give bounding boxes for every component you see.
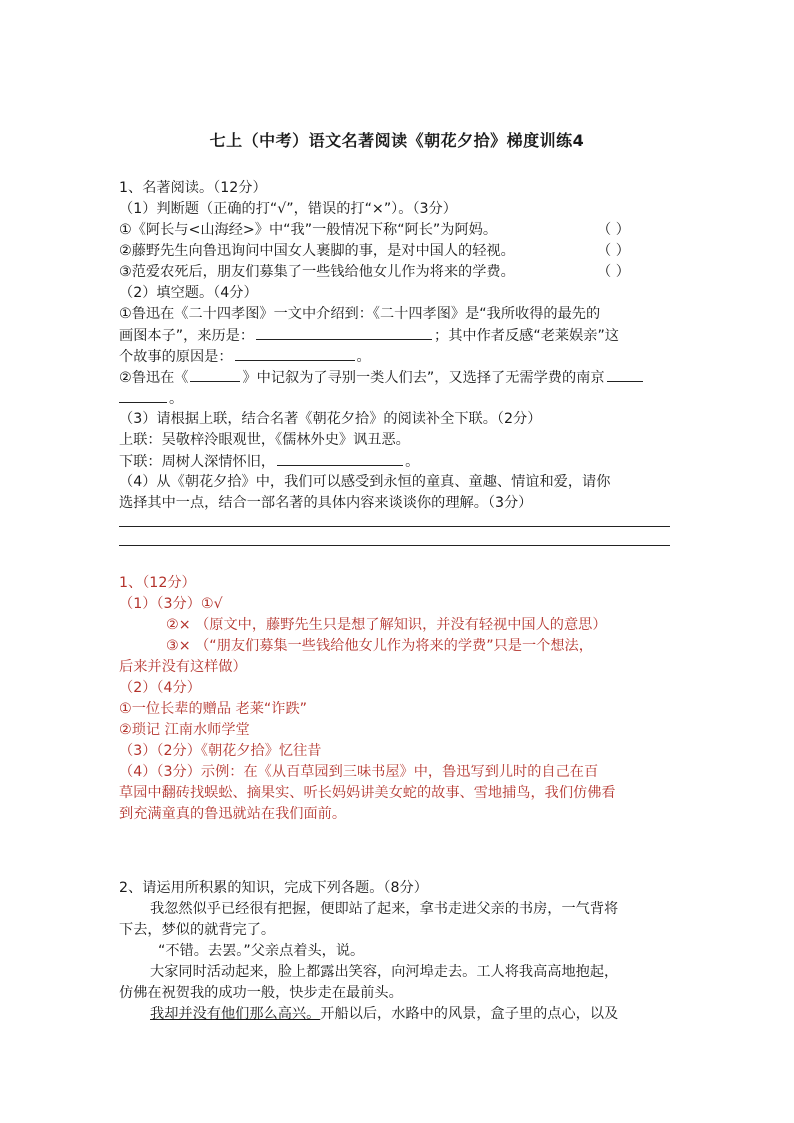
fill-item-1-line-c: 个故事的原因是： 。 bbox=[119, 346, 679, 367]
answer-line[interactable] bbox=[119, 526, 670, 527]
q2-para-1-b: 下去，梦似的就背完了。 bbox=[119, 922, 276, 938]
judge-item-1: ①《阿长与<山海经>》中“我”一般情况下称“阿长”为阿妈。 （ ） bbox=[119, 222, 630, 238]
fill-blank[interactable] bbox=[256, 325, 432, 340]
fill-item-2-line-b: 。 bbox=[119, 388, 679, 409]
answer-2-head: （2）（4分） bbox=[119, 680, 201, 696]
q1-part1-heading: （1）判断题（正确的打“√”，错误的打“×”）。（3分） bbox=[119, 201, 457, 217]
q2-heading: 2、请运用所积累的知识，完成下列各题。（8分） bbox=[119, 880, 428, 896]
answer-4-line-a: （4）（3分）示例：在《从百草园到三味书屋》中，鲁迅写到儿时的自己在百 bbox=[119, 764, 599, 780]
answer-1-2: ②× （原文中，藤野先生只是想了解知识，并没有轻视中国人的意思） bbox=[166, 617, 607, 633]
answer-3: （3）（2分）《朝花夕拾》忆往昔 bbox=[119, 743, 322, 759]
fill-blank[interactable] bbox=[190, 367, 240, 382]
fill-blank[interactable] bbox=[607, 367, 643, 382]
q1-part2-heading: （2）填空题。（4分） bbox=[119, 285, 258, 301]
answer-2-1: ①一位长辈的赠品 老莱“诈跌” bbox=[119, 701, 307, 717]
answer-heading: 1、（12分） bbox=[119, 575, 196, 591]
answer-4-line-b: 草园中翻砖找蜈蚣、摘果实、听长妈妈讲美女蛇的故事、雪地捕鸟，我们仿佛看 bbox=[119, 785, 616, 801]
fill-blank[interactable] bbox=[235, 346, 355, 361]
fill-blank[interactable] bbox=[277, 451, 403, 466]
answer-paren[interactable]: （ ） bbox=[597, 264, 630, 280]
q1-heading: 1、名著阅读。（12分） bbox=[119, 180, 267, 196]
judge-item-3: ③范爱农死后，朋友们募集了一些钱给他女儿作为将来的学费。 （ ） bbox=[119, 264, 630, 280]
answer-1-3b: 后来并没有这样做） bbox=[119, 659, 247, 675]
q1-part4-line-b: 选择其中一点，结合一部名著的具体内容来谈谈你的理解。（3分） bbox=[119, 495, 533, 511]
q2-para-2: “不错。去罢。”父亲点着头，说。 bbox=[158, 943, 365, 959]
answer-4-line-c: 到充满童真的鲁迅就站在我们面前。 bbox=[119, 806, 347, 822]
answer-1-3: ③× （“朋友们募集一些钱给他女儿作为将来的学费”只是一个想法， bbox=[166, 638, 593, 654]
q2-para-1-a: 我忽然似乎已经很有把握，便即站了起来，拿书走进父亲的书房，一气背将 bbox=[150, 901, 619, 917]
couplet-upper: 上联：吴敬梓泠眼观世，《儒林外史》讽丑恶。 bbox=[119, 432, 410, 448]
q2-para-3-b: 仿佛在祝贺我的成功一般，快步走在最前头。 bbox=[119, 985, 403, 1001]
q1-part4-line-a: （4）从《朝花夕拾》中，我们可以感受到永恒的童真、童趣、情谊和爱，请你 bbox=[119, 474, 611, 490]
answer-paren[interactable]: （ ） bbox=[597, 243, 630, 259]
q1-part3-heading: （3）请根据上联，结合名著《朝花夕拾》的阅读补全下联。（2分） bbox=[119, 411, 542, 427]
fill-item-1-line-a: ①鲁迅在《二十四孝图》一文中介绍到：《二十四孝图》是“我所收得的最先的 bbox=[119, 306, 601, 322]
fill-blank[interactable] bbox=[119, 388, 167, 403]
couplet-lower: 下联：周树人深情怀旧， 。 bbox=[119, 451, 679, 472]
answer-line[interactable] bbox=[119, 545, 670, 546]
underlined-sentence: 我却并没有他们那么高兴。 bbox=[150, 1006, 321, 1022]
fill-item-2-line-a: ②鲁迅在《 》中记叙为了寻别一类人们去”，又选择了无需学费的南京 bbox=[119, 367, 679, 388]
judge-item-2: ②藤野先生向鲁迅询问中国女人裹脚的事，是对中国人的轻视。 （ ） bbox=[119, 243, 630, 259]
answer-1-1: （1）（3分）①√ bbox=[119, 596, 223, 612]
fill-item-1-line-b: 画图本子”，来历是： ；其中作者反感“老莱娱亲”这 bbox=[119, 325, 679, 346]
q2-para-3-a: 大家同时活动起来，脸上都露出笑容，向河埠走去。工人将我高高地抱起， bbox=[150, 964, 619, 980]
document-title: 七上（中考）语文名著阅读《朝花夕拾》梯度训练4 bbox=[209, 131, 585, 150]
answer-2-2: ②琐记 江南水师学堂 bbox=[119, 722, 250, 738]
answer-paren[interactable]: （ ） bbox=[597, 222, 630, 238]
q2-para-4: 我却并没有他们那么高兴。开船以后，水路中的风景，盒子里的点心，以及 bbox=[150, 1006, 619, 1022]
